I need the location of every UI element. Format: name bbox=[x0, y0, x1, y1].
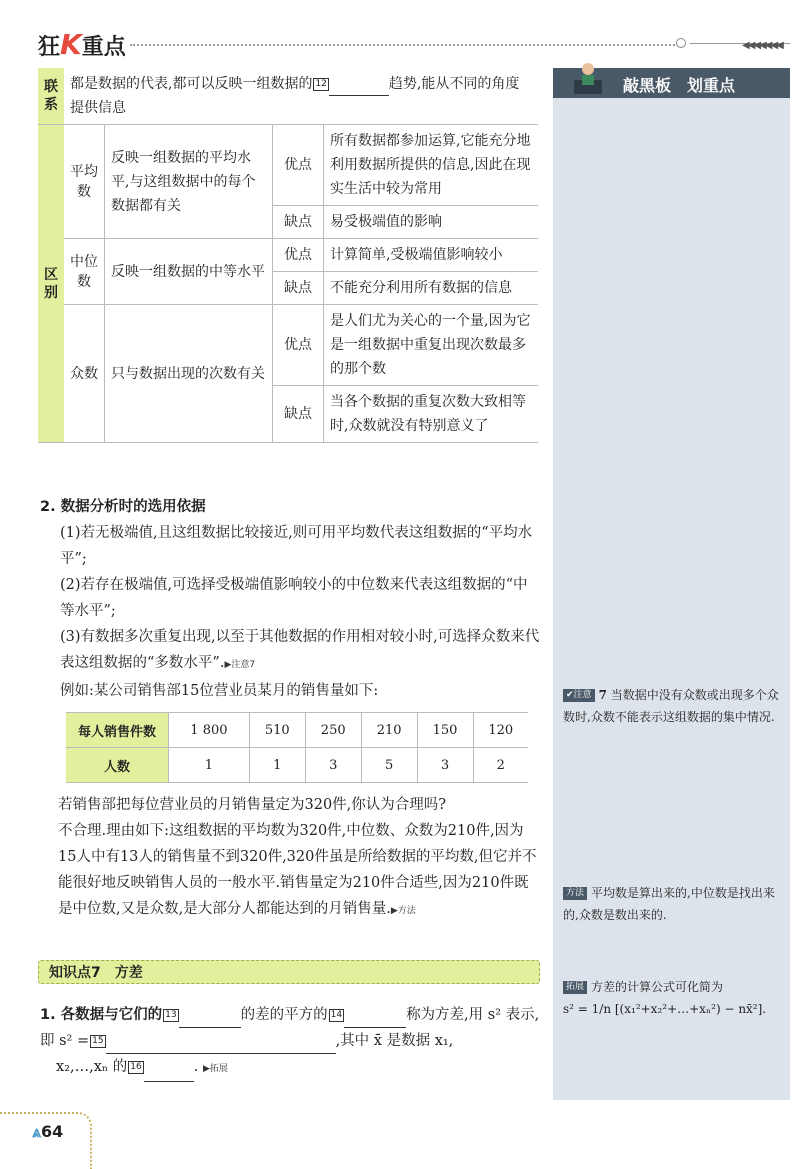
header-divider bbox=[130, 44, 675, 46]
table-row bbox=[38, 305, 538, 386]
diff-label: 区别 bbox=[38, 125, 64, 443]
mode-con: 当各个数据的重复次数大致相等时,众数就没有特别意义了 bbox=[324, 386, 539, 443]
median-label: 中位数 bbox=[64, 239, 105, 305]
table-row bbox=[66, 748, 528, 783]
link-text: 都是数据的代表,都可以反映一组数据的 12 趋势,能从不同的角度提供信息 bbox=[64, 68, 538, 125]
mode-pro: 是人们尤为关心的一个量,因为它是一组数据中重复出现次数最多的那个数 bbox=[324, 305, 539, 386]
note-tag: ✔注意 bbox=[563, 689, 595, 702]
link-label: 联系 bbox=[38, 68, 64, 125]
header-arrows-icon: ◀◀◀◀◀◀◀ bbox=[742, 40, 782, 51]
header-circle bbox=[676, 38, 686, 48]
cell: 1 bbox=[169, 748, 250, 783]
answer-text: 不合理.理由如下:这组数据的平均数为320件,中位数、众数为210件,因为15人中有13人的销售量不到320件,320件虽是所给数据的平均数,但它并不能很好地反映销售人员的一般水平.销售量定为210件合适些,因为210件既是中位数,又是众数,是大部分人都能达到的月销售量.▶方法 bbox=[58, 823, 537, 917]
section7-line1: 1. 各数据与它们的 13 的差的平方的 14 称为方差,用 s² 表示,即 s² = 15 ,其中 x̄ 是数据 x₁, bbox=[40, 1002, 540, 1054]
sidebar-title: 敲黑板 划重点 bbox=[553, 68, 790, 98]
row2-header: 人数 bbox=[66, 748, 169, 783]
pro-label: 优点 bbox=[273, 239, 324, 272]
median-con: 不能充分利用所有数据的信息 bbox=[324, 272, 539, 305]
method-note: 方法 平均数是算出来的,中位数是找出来的,众数是数出来的. bbox=[563, 886, 775, 922]
mean-desc: 反映一组数据的平均水平,与这组数据中的每个数据都有关 bbox=[105, 125, 273, 239]
con-label: 缺点 bbox=[273, 206, 324, 239]
section2-p3: (3)有数据多次重复出现,以至于其他数据的作用相对较小时,可选择众数来代表这组数据的“多数水平”.▶注意7 bbox=[60, 629, 540, 671]
note7-ref[interactable]: ▶注意7 bbox=[224, 660, 256, 670]
teacher-icon bbox=[570, 60, 606, 96]
mean-con: 易受极端值的影响 bbox=[324, 206, 539, 239]
section2 bbox=[40, 494, 540, 704]
table-row bbox=[38, 68, 538, 125]
cell: 210 bbox=[361, 713, 417, 748]
note7: ✔注意 7 当数据中没有众数或出现多个众数时,众数不能表示这组数据的集中情况. bbox=[563, 688, 779, 724]
mode-label: 众数 bbox=[64, 305, 105, 443]
brand-logo: 狂K重点 bbox=[38, 28, 126, 61]
page-number: ⩓64 bbox=[32, 1122, 64, 1141]
pro-label: 优点 bbox=[273, 305, 324, 386]
section2-p2: (2)若存在极端值,可选择受极端值影响较小的中位数来代表这组数据的“中等水平”; bbox=[60, 577, 528, 619]
cell: 3 bbox=[417, 748, 473, 783]
table-row bbox=[38, 239, 538, 272]
section2-p1: (1)若无极端值,且这组数据比较接近,则可用平均数代表这组数据的“平均水平”; bbox=[60, 525, 533, 567]
ext-note: 拓展 方差的计算公式可化简为 s² = 1/n [(x₁²+x₂²+…+xₙ²) − nx̄²]. bbox=[563, 976, 788, 1020]
cell: 3 bbox=[305, 748, 361, 783]
section2-example: 例如:某公司销售部15位营业员某月的销售量如下: bbox=[60, 683, 379, 699]
sales-table bbox=[66, 712, 528, 783]
cell: 120 bbox=[473, 713, 528, 748]
cell: 2 bbox=[473, 748, 528, 783]
mode-desc: 只与数据出现的次数有关 bbox=[105, 305, 273, 443]
comparison-table bbox=[38, 68, 538, 443]
con-label: 缺点 bbox=[273, 386, 324, 443]
table-row bbox=[66, 713, 528, 748]
median-pro: 计算简单,受极端值影响较小 bbox=[324, 239, 539, 272]
ext-tag: 拓展 bbox=[563, 981, 587, 994]
cell: 5 bbox=[361, 748, 417, 783]
cell: 1 bbox=[249, 748, 305, 783]
cell: 1 800 bbox=[169, 713, 250, 748]
con-label: 缺点 bbox=[273, 272, 324, 305]
median-desc: 反映一组数据的中等水平 bbox=[105, 239, 273, 305]
mean-pro: 所有数据都参加运算,它能充分地利用数据所提供的信息,因此在现实生活中较为常用 bbox=[324, 125, 539, 206]
cell: 150 bbox=[417, 713, 473, 748]
section2-heading: 2. 数据分析时的选用依据 bbox=[40, 499, 206, 515]
ext-ref[interactable]: ▶拓展 bbox=[202, 1064, 228, 1074]
section7-content bbox=[40, 1002, 540, 1082]
ext-formula: s² = 1/n [(x₁²+x₂²+…+xₙ²) − nx̄²]. bbox=[563, 1002, 767, 1016]
cell: 510 bbox=[249, 713, 305, 748]
section7-line2: x₂,…,xₙ 的 16 . ▶拓展 bbox=[40, 1054, 540, 1082]
sidebar-panel bbox=[553, 68, 790, 1100]
question: 若销售部把每位营业员的月销售量定为320件,你认为合理吗? bbox=[58, 797, 447, 813]
method-tag: 方法 bbox=[563, 887, 587, 900]
mean-label: 平均数 bbox=[64, 125, 105, 239]
row1-header: 每人销售件数 bbox=[66, 713, 169, 748]
answer-block bbox=[58, 792, 540, 924]
table-row bbox=[38, 125, 538, 206]
section7-bar: 知识点7 方差 bbox=[38, 960, 540, 984]
cell: 250 bbox=[305, 713, 361, 748]
pro-label: 优点 bbox=[273, 125, 324, 206]
method-ref[interactable]: ▶方法 bbox=[390, 906, 416, 916]
